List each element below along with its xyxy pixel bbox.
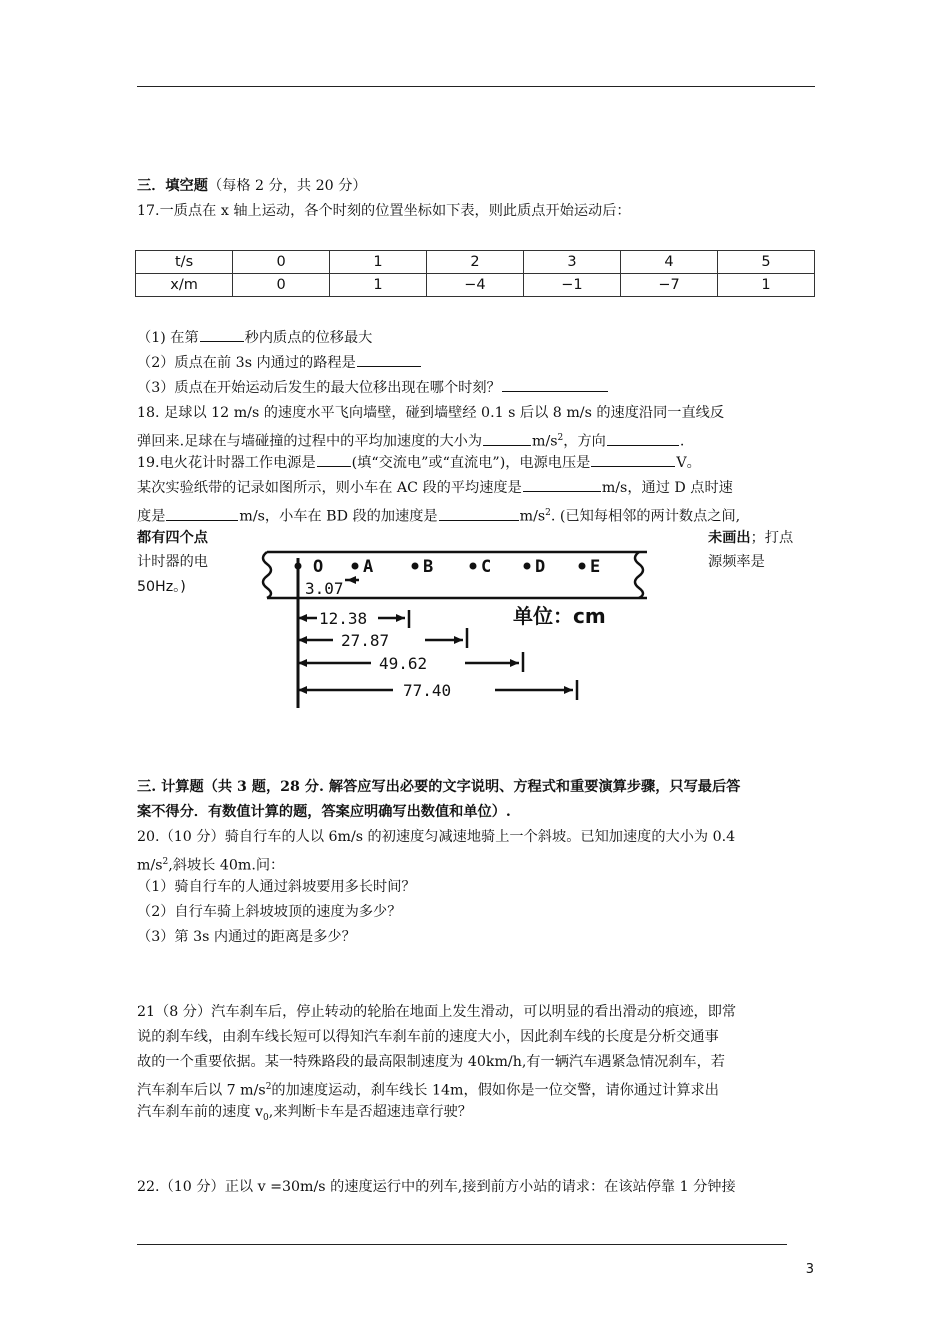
unit-label: 单位：cm bbox=[513, 604, 606, 628]
point-label-a: A bbox=[363, 557, 374, 577]
q22-line1: 22.（10 分）正以 v =30m/s 的速度运行中的列车,接到前方小站的请求：在该站停靠 1 分钟接 bbox=[137, 1179, 736, 1195]
answer-blank[interactable] bbox=[502, 377, 608, 392]
q19-left-1: 都有四个点 bbox=[137, 530, 208, 546]
q19-l2b: m/s，通过 D 点时速 bbox=[601, 480, 733, 496]
q21-sup: 2 bbox=[265, 1082, 272, 1092]
section-title-text: 三．填空题 bbox=[137, 178, 208, 194]
q21-l4a: 汽车刹车后以 7 m/s bbox=[137, 1082, 266, 1099]
table-cell: 1 bbox=[330, 251, 427, 274]
q17-part2 bbox=[137, 352, 422, 374]
q19-l3b: m/s，小车在 BD 段的加速度是 bbox=[239, 508, 438, 525]
q17-p2: （2）质点在前 3s 内通过的路程是 bbox=[137, 355, 356, 371]
section4-line2: 案不得分．有数值计算的题，答案应明确写出数值和单位）. bbox=[137, 804, 511, 820]
q20-line1: 20.（10 分）骑自行车的人以 6m/s 的初速度匀减速地骑上一个斜坡。已知加速度的大小为 0.4 bbox=[137, 829, 736, 845]
q19-line2 bbox=[137, 477, 733, 499]
table-cell: 5 bbox=[718, 251, 815, 274]
q19-l1a: 19.电火花计时器工作电源是 bbox=[137, 455, 316, 471]
distance-label-5: 77.40 bbox=[403, 681, 452, 700]
q18-l2d: . bbox=[679, 433, 685, 450]
point-o-dot bbox=[295, 563, 302, 570]
q19-l2a: 某次实验纸带的记录如图所示，则小车在 AC 段的平均速度是 bbox=[137, 480, 522, 496]
point-c-dot bbox=[470, 563, 477, 570]
q19-left-2: 计时器的电 bbox=[137, 554, 208, 570]
arrow-head bbox=[347, 576, 356, 584]
q20-part1: （1）骑自行车的人通过斜坡要用多长时间？ bbox=[137, 879, 416, 895]
arrow-head bbox=[564, 686, 573, 694]
answer-blank[interactable] bbox=[200, 327, 244, 342]
table-cell: −7 bbox=[621, 274, 718, 297]
section4-line1: 三. 计算题（共 3 题，28 分. 解答应写出必要的文字说明、方程式和重要演算步骤，只写最后答 bbox=[137, 779, 741, 795]
header-rule bbox=[137, 86, 815, 87]
q21-l4b: 的加速度运动，刹车线长 14m，假如你是一位交警，请你通过计算求出 bbox=[271, 1082, 719, 1099]
q19-line1 bbox=[137, 452, 701, 474]
table-cell: 1 bbox=[718, 274, 815, 297]
q17-p1-a: （1) 在第 bbox=[137, 330, 199, 346]
distance-label-2: 12.38 bbox=[319, 609, 368, 628]
point-label-b: B bbox=[423, 557, 434, 577]
table-cell: 0 bbox=[233, 251, 330, 274]
q19-sup: 2 bbox=[545, 508, 551, 518]
q21-l5a: 汽车刹车前的速度 v bbox=[137, 1104, 264, 1120]
answer-blank[interactable] bbox=[591, 452, 675, 467]
tape-tear-right bbox=[635, 552, 643, 598]
q17-part3 bbox=[137, 377, 609, 399]
q17-text: 17.一质点在 x 轴上运动，各个时刻的位置坐标如下表，则此质点开始运动后： bbox=[137, 203, 631, 219]
point-label-e: E bbox=[590, 557, 601, 577]
q17-p3: （3）质点在开始运动后发生的最大位移出现在哪个时刻？ bbox=[137, 380, 501, 396]
table-cell: 3 bbox=[523, 251, 620, 274]
table-cell: t/s bbox=[136, 251, 233, 274]
distance-label-3: 27.87 bbox=[341, 631, 390, 650]
table-cell: 1 bbox=[330, 274, 427, 297]
q18-l2c: ，方向 bbox=[563, 433, 606, 450]
q20-sup: 2 bbox=[162, 857, 169, 867]
point-label-d: D bbox=[535, 557, 546, 577]
q19-left-3: 50Hz。) bbox=[137, 579, 186, 595]
q19-l1b: (填“交流电”或“直流电”)，电源电压是 bbox=[351, 455, 591, 471]
q20-line2 bbox=[137, 851, 284, 877]
q20-l2a: m/s bbox=[137, 857, 163, 874]
footer-rule bbox=[137, 1244, 787, 1245]
q18-line1: 18. 足球以 12 m/s 的速度水平飞向墙壁，碰到墙壁经 0.1 s 后以 8 m/s 的速度沿同一直线反 bbox=[137, 405, 725, 421]
answer-blank[interactable] bbox=[317, 452, 351, 467]
arrow-head bbox=[396, 614, 405, 622]
arrow-head bbox=[454, 636, 463, 644]
arrow-head bbox=[510, 659, 519, 667]
q21-l5b: ,来判断卡车是否超速违章行驶？ bbox=[268, 1104, 472, 1120]
q19-l3a: 度是 bbox=[137, 508, 166, 525]
point-a-dot bbox=[352, 563, 359, 570]
table-cell: −1 bbox=[523, 274, 620, 297]
table-row bbox=[136, 274, 815, 297]
q20-part2: （2）自行车骑上斜坡坡顶的速度为多少？ bbox=[137, 904, 402, 920]
table-row bbox=[136, 251, 815, 274]
q21-line4 bbox=[137, 1076, 719, 1102]
point-label-c: C bbox=[481, 557, 492, 577]
section-note: （每格 2 分，共 20 分） bbox=[207, 178, 367, 194]
q21-line1: 21（8 分）汽车刹车后，停止转动的轮胎在地面上发生滑动，可以明显的看出滑动的痕迹，即常 bbox=[137, 1004, 737, 1020]
table-cell: 0 bbox=[233, 274, 330, 297]
answer-blank[interactable] bbox=[166, 506, 238, 521]
q19-right-1 bbox=[708, 527, 793, 549]
answer-blank[interactable] bbox=[439, 506, 519, 521]
q17-part1 bbox=[137, 327, 372, 349]
point-e-dot bbox=[579, 563, 586, 570]
q18-l2a: 弹回来.足球在与墙碰撞的过程中的平均加速度的大小为 bbox=[137, 433, 483, 450]
q19-r1b: ；打点 bbox=[750, 530, 794, 546]
point-b-dot bbox=[412, 563, 419, 570]
answer-blank[interactable] bbox=[483, 431, 531, 446]
distance-label-4: 49.62 bbox=[379, 654, 428, 673]
q18-l2b: m/s bbox=[532, 433, 558, 450]
q21-line2: 说的刹车线，由刹车线长短可以得知汽车刹车前的速度大小，因此刹车线的长度是分析交通事 bbox=[137, 1029, 719, 1045]
q19-right-2: 源频率是 bbox=[708, 554, 765, 570]
q21-line5 bbox=[137, 1101, 472, 1129]
q17-p1-b: 秒内质点的位移最大 bbox=[244, 330, 373, 346]
answer-blank[interactable] bbox=[357, 352, 421, 367]
q19-r1a: 未画出 bbox=[708, 530, 751, 546]
page-number: 3 bbox=[805, 1262, 814, 1277]
q19-l3d: . (已知每相邻的两计数点之间, bbox=[550, 508, 741, 525]
q19-l1c: V。 bbox=[676, 455, 701, 471]
q18-sup: 2 bbox=[557, 433, 564, 443]
point-label-o: O bbox=[313, 557, 324, 577]
q21-sub: 0 bbox=[263, 1112, 269, 1123]
table-cell: −4 bbox=[426, 274, 523, 297]
table-cell: 4 bbox=[621, 251, 718, 274]
answer-blank[interactable] bbox=[607, 431, 679, 446]
q20-l2b: ,斜坡长 40m.问： bbox=[168, 857, 285, 874]
tape-tear-left bbox=[263, 552, 271, 598]
section-title bbox=[137, 175, 367, 197]
table-cell: x/m bbox=[136, 274, 233, 297]
q18-line2 bbox=[137, 427, 684, 453]
q19-l3c: m/s bbox=[519, 508, 546, 525]
answer-blank[interactable] bbox=[523, 477, 601, 492]
q21-line3: 故的一个重要依据。某一特殊路段的最高限制速度为 40km/h,有一辆汽车遇紧急情况刹车，若 bbox=[137, 1054, 725, 1070]
distance-label-1: 3.07 bbox=[305, 579, 344, 598]
position-table bbox=[135, 250, 815, 297]
point-d-dot bbox=[524, 563, 531, 570]
q19-line3 bbox=[137, 502, 740, 528]
table-cell: 2 bbox=[426, 251, 523, 274]
ticker-tape-diagram bbox=[255, 548, 685, 713]
q20-part3: （3）第 3s 内通过的距离是多少？ bbox=[137, 929, 356, 945]
